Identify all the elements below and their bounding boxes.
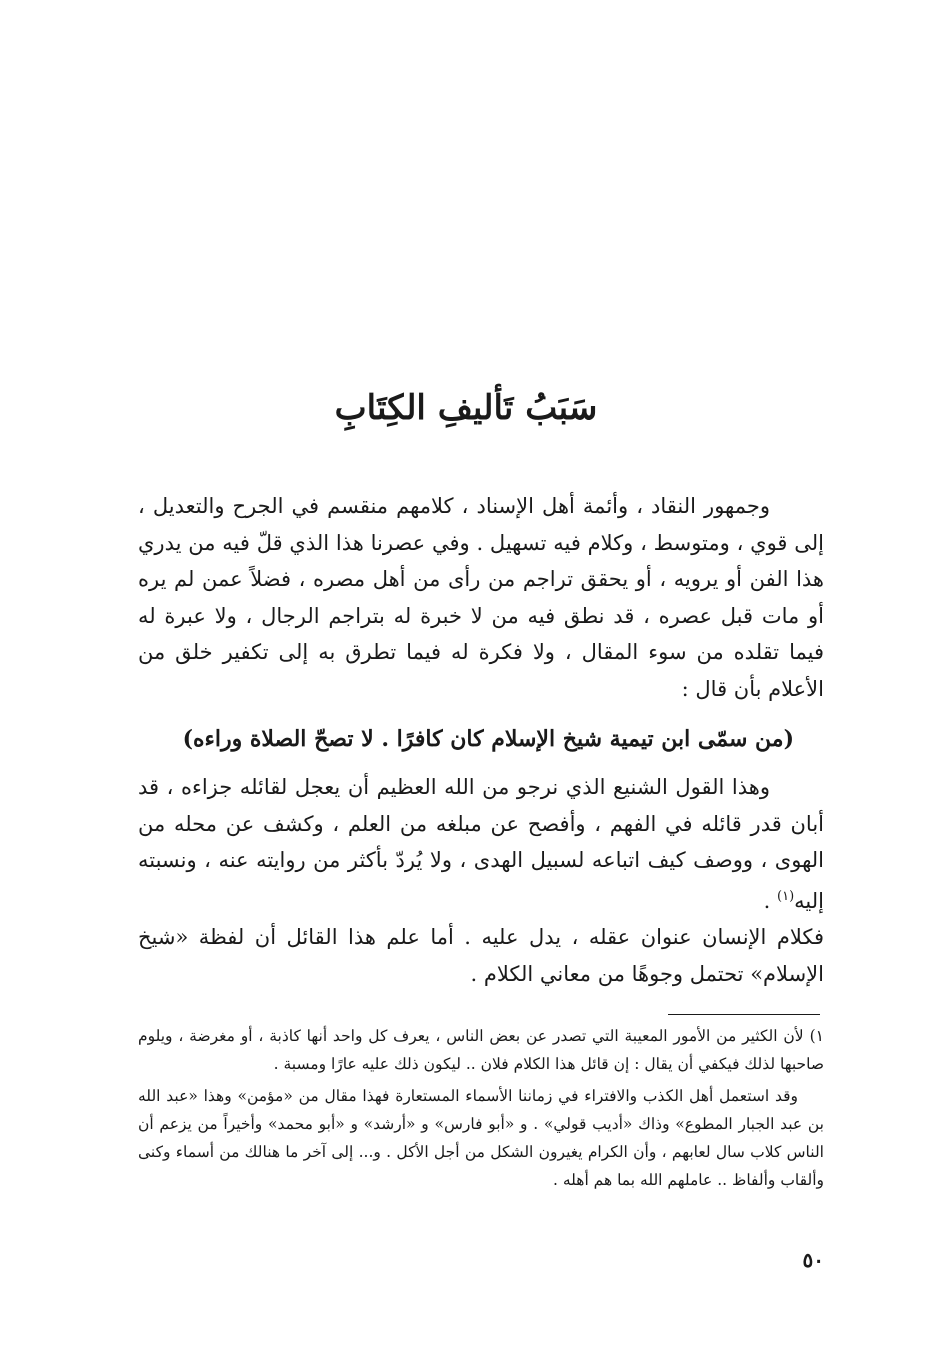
paragraph-1: وجمهور النقاد ، وأئمة أهل الإسناد ، كلامهم منقسم في الجرح والتعديل ، إلى قوي ، ومتوسط ، وكلام فيه تسهيل . وفي عصرنا هذا الذي قلّ فيه من يدري هذا الفن أو يرويه ، أو يحقق تراجم من رأى من أهل مصره ، فضلاً عمن لم يره أو مات قبل عصره ، قد نطق فيه من لا خبرة له بتراجم الرجال ، ولا عبرة له فيما تقلده من سوء المقال ، ولا فكرة له فيما تطرق به إلى تكفير خلق من الأعلام بأن قال :: [138, 494, 824, 701]
quoted-statement: (من سمّى ابن تيمية شيخ الإسلام كان كافرًا . لا تصحّ الصلاة وراءه): [182, 726, 794, 752]
footnote-1-text: لأن الكثير من الأمور المعيبة التي تصدر عن بعض الناس ، يعرف كل واحد أنها كاذبة ، أو مغرضة ، ويلوم صاحبها لذلك فيكفي أن يقال : إن قائل هذا الكلام فلان .. ليكون ذلك عليه عارًا ومسبة .: [138, 1027, 824, 1073]
paragraph-2-text: وهذا القول الشنيع الذي نرجو من الله العظيم أن يعجل لقائله جزاءه ، قد أبان قدر قائله في الفهم ، وأفصح عن مبلغه من العلم ، وكشف عن محله من الهوى ، ووصف كيف اتباعه لسبيل الهدى ، ولا يُردّ بأكثر من روايته عنه ، ونسبته إليه: [138, 775, 824, 913]
footnote-1: [138, 1022, 824, 1078]
paragraph-3: فكلام الإنسان عنوان عقله ، يدل عليه . أما علم هذا القائل أن لفظة «شيخ الإسلام» تحتمل وجوهًا من معاني الكلام .: [138, 925, 824, 986]
paragraph-2-end: .: [763, 888, 778, 913]
paragraph-2: [138, 769, 824, 919]
footnote-marker: ١): [809, 1027, 824, 1045]
footnote-separator: [668, 1014, 820, 1015]
footnote-reference: (١): [777, 888, 795, 904]
main-text: [138, 488, 824, 992]
page-number: ٥٠: [802, 1248, 824, 1272]
footnote-1-continuation: وقد استعمل أهل الكذب والافتراء في زماننا الأسماء المستعارة فهذا مقال من «مؤمن» وهذا «عبد الله بن عبد الجبار المطوع» وذاك «أديب قولي» . و «أبو فارس» و «أرشد» و «أبو محمد» وأخيراً من يزعم أن الناس كلاب سال لعابهم ، وأن الكرام يغيرون الشكل من أجل الأكل . و... إلى آخر ما هنالك من أسماء وكنى وألقاب وألفاظ .. عاملهم الله بما هم أهله .: [138, 1087, 824, 1189]
chapter-title: سَبَبُ تَأليفِ الكِتَابِ: [334, 388, 598, 428]
footnotes: [138, 1022, 824, 1194]
